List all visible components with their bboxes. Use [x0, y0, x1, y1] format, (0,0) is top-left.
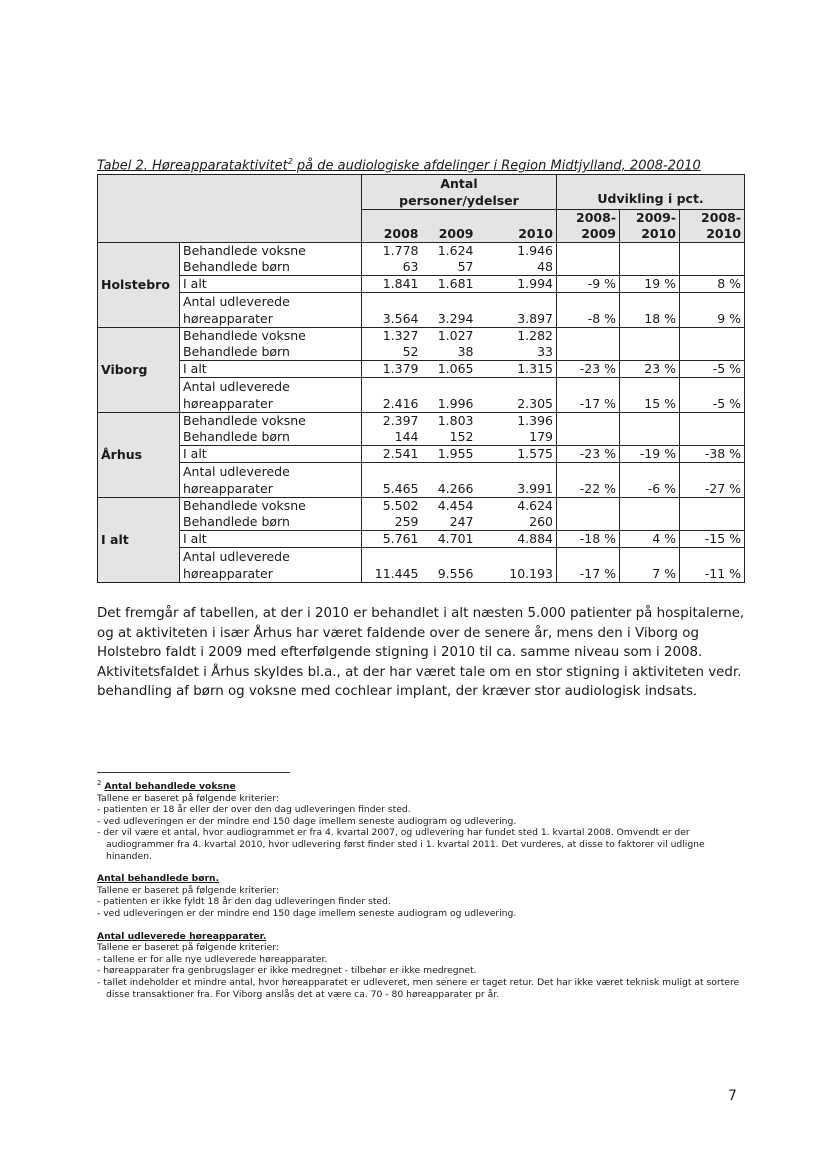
- value-cell: 179: [477, 429, 557, 446]
- table-row: [98, 276, 745, 293]
- value-cell: 1.027: [422, 328, 477, 345]
- location-cell: Århus: [98, 413, 180, 498]
- value-cell: 259: [362, 514, 422, 531]
- footnote-block: [97, 931, 747, 1001]
- row-label: Behandlede voksne: [180, 413, 362, 430]
- dev-cell: [557, 514, 620, 531]
- value-cell: 10.193: [477, 548, 557, 583]
- dev-cell: [620, 514, 680, 531]
- dev-cell: -19 %: [620, 446, 680, 463]
- dev-cell: -23 %: [557, 446, 620, 463]
- value-cell: 4.454: [422, 498, 477, 515]
- dev-cell: -11 %: [680, 548, 745, 583]
- dev-cell: [680, 413, 745, 430]
- value-cell: 152: [449, 429, 474, 444]
- value-cell: 1.803: [422, 413, 477, 430]
- dev-col-bottom-1: 2009: [557, 226, 620, 243]
- dev-cell: -6 %: [620, 463, 680, 498]
- value-cell: 1.282: [477, 328, 557, 345]
- value-cell: 4.266: [422, 463, 477, 498]
- footnote-item: - tallene er for alle nye udleverede høreapparater.: [97, 953, 328, 965]
- year-2008: 2008: [362, 226, 422, 243]
- footnote-item: - ved udleveringen er der mindre end 150 dage imellem seneste audiogram og udlevering.: [97, 908, 517, 919]
- dev-cell: -18 %: [557, 531, 620, 548]
- value-cell: 5.465: [362, 463, 422, 498]
- dev-col-top-2: 2009-: [620, 210, 680, 227]
- corner-cell: [98, 175, 362, 210]
- year-2010: 2010: [477, 226, 557, 243]
- footnotes: [97, 778, 747, 1011]
- dev-cell: [557, 243, 620, 260]
- table-row: [98, 259, 745, 276]
- dev-cell: -22 %: [557, 463, 620, 498]
- value-cell: 5.761: [362, 531, 422, 548]
- row-label: Antal udleverede høreapparater: [180, 548, 362, 583]
- value-cell: 1.379: [362, 361, 422, 378]
- value-cell: 33: [477, 344, 557, 361]
- value-cell: 1.327: [362, 328, 422, 345]
- header-count: Antal personer/ydelser: [362, 175, 557, 210]
- dev-cell: -9 %: [557, 276, 620, 293]
- dev-cell: [620, 344, 680, 361]
- value-cell: 4.701: [422, 531, 477, 548]
- dev-cell: 9 %: [680, 293, 745, 328]
- value-cell: 1.955: [422, 446, 477, 463]
- footnote-item: - patienten er ikke fyldt 18 år den dag udleveringen finder sted.: [97, 896, 391, 908]
- value-cell: 1.946: [477, 243, 557, 260]
- table-row: [98, 361, 745, 378]
- footnote-separator: [97, 772, 290, 773]
- footnote-item: - patienten er 18 år eller der over den dag udleveringen finder sted.: [97, 804, 411, 816]
- footnote-item: - tallet indeholder et mindre antal, hvor høreapparatet er udleveret, men senere er taget retur. Det har ikke været teknisk muligt at sortere disse transaktioner fra. For Viborg anslås det at være ca. 70 - 80 høreapparater pr år.: [97, 976, 740, 1000]
- dev-cell: -5 %: [680, 361, 745, 378]
- footnote-item: - høreapparater fra genbrugslager er ikke medregnet - tilbehør er ikke medregnet.: [97, 965, 477, 977]
- dev-cell: 7 %: [620, 548, 680, 583]
- footnote-block: [97, 873, 747, 919]
- value-cell: 4.624: [477, 498, 557, 515]
- value-cell: 1.624: [422, 243, 477, 260]
- table-row: [98, 293, 745, 328]
- value-cell: 2.416: [362, 378, 422, 413]
- year-2009: 2009: [422, 226, 477, 243]
- table-row: [98, 463, 745, 498]
- value-cell: 5.502: [362, 498, 422, 515]
- footnote-title: Antal udleverede høreapparater.: [97, 930, 267, 942]
- dev-cell: [557, 429, 620, 446]
- dev-cell: -17 %: [557, 378, 620, 413]
- footnote-marker: 2: [97, 779, 102, 787]
- table-row: [98, 514, 745, 531]
- footnote-intro: Tallene er baseret på følgende kriterier:: [97, 792, 279, 804]
- dev-cell: [557, 259, 620, 276]
- dev-cell: [557, 498, 620, 515]
- value-cell: 3.294: [422, 293, 477, 328]
- footnote-intro: Tallene er baseret på følgende kriterier:: [97, 942, 279, 954]
- row-label: Antal udleverede høreapparater: [180, 378, 362, 413]
- dev-cell: -23 %: [557, 361, 620, 378]
- row-label: Behandlede børn: [180, 429, 362, 446]
- footnote-intro: Tallene er baseret på følgende kriterier:: [97, 884, 279, 896]
- dev-cell: [620, 413, 680, 430]
- year-spacer: [362, 210, 557, 227]
- value-cell: 2.541: [362, 446, 422, 463]
- table-row: [98, 243, 745, 260]
- footnote-ref: 2: [287, 157, 293, 166]
- value-cell: 260: [477, 514, 557, 531]
- value-cell: 2.305: [477, 378, 557, 413]
- table-row: [98, 429, 745, 446]
- value-cell: 3.564: [362, 293, 422, 328]
- dev-cell: -5 %: [680, 378, 745, 413]
- dev-col-top-1: 2008-: [557, 210, 620, 227]
- value-cell: 9.556: [422, 548, 477, 583]
- dev-cell: [620, 243, 680, 260]
- activity-table: [97, 174, 745, 583]
- corner-cell-lower: [98, 210, 362, 243]
- table-row: [98, 344, 745, 361]
- value-cell: 57: [457, 259, 474, 274]
- value-cell: 1.315: [477, 361, 557, 378]
- dev-col-top-3: 2008-: [680, 210, 745, 227]
- row-label: Behandlede voksne: [180, 328, 362, 345]
- row-label: Antal udleverede høreapparater: [180, 463, 362, 498]
- dev-cell: 4 %: [620, 531, 680, 548]
- dev-cell: [620, 259, 680, 276]
- value-cell: 11.445: [362, 548, 422, 583]
- row-label: Behandlede børn: [180, 344, 362, 361]
- value-cell: 144: [362, 429, 422, 446]
- value-cell: 1.994: [477, 276, 557, 293]
- dev-cell: [680, 514, 745, 531]
- page-number: 7: [728, 1088, 737, 1104]
- value-cell: 1.778: [362, 243, 422, 260]
- row-label: I alt: [180, 276, 362, 293]
- dev-cell: -38 %: [680, 446, 745, 463]
- dev-cell: [680, 498, 745, 515]
- value-cell: 38: [457, 344, 474, 359]
- header-dev: Udvikling i pct.: [557, 188, 745, 209]
- value-cell: 3.991: [477, 463, 557, 498]
- location-cell: I alt: [98, 498, 180, 583]
- dev-cell: [680, 328, 745, 345]
- dev-cell: [557, 328, 620, 345]
- dev-cell: 15 %: [620, 378, 680, 413]
- row-label: Behandlede voksne: [180, 498, 362, 515]
- value-cell: 52: [362, 344, 422, 361]
- value-cell: 4.884: [477, 531, 557, 548]
- table-row: [98, 548, 745, 583]
- value-cell: 247: [449, 514, 474, 529]
- dev-cell: -15 %: [680, 531, 745, 548]
- value-cell: 1.996: [422, 378, 477, 413]
- location-cell: Viborg: [98, 328, 180, 413]
- dev-cell: 23 %: [620, 361, 680, 378]
- dev-cell: -8 %: [557, 293, 620, 328]
- row-label: Behandlede børn: [180, 514, 362, 531]
- dev-cell: 8 %: [680, 276, 745, 293]
- dev-cell: [557, 344, 620, 361]
- table-row: [98, 378, 745, 413]
- location-cell: Holstebro: [98, 243, 180, 328]
- value-cell: 1.065: [422, 361, 477, 378]
- table-row: [98, 531, 745, 548]
- value-cell: 48: [477, 259, 557, 276]
- header-dev-spacer: [557, 175, 745, 189]
- footnote-title: Antal behandlede børn.: [97, 873, 220, 885]
- dev-cell: [620, 429, 680, 446]
- table-row: [98, 413, 745, 430]
- dev-col-bottom-2: 2010: [620, 226, 680, 243]
- value-cell: 1.396: [477, 413, 557, 430]
- value-cell: 63: [362, 259, 422, 276]
- row-label: Antal udleverede høreapparater: [180, 293, 362, 328]
- table-caption: Tabel 2. Høreapparataktivitet$^2$ på de audiologiske afdelinger i Region Midtjylland, 2008-2010: [97, 157, 701, 174]
- dev-cell: 18 %: [620, 293, 680, 328]
- dev-cell: [680, 429, 745, 446]
- value-cell: 3.897: [477, 293, 557, 328]
- value-cell: 1.575: [477, 446, 557, 463]
- dev-col-bottom-3: 2010: [680, 226, 745, 243]
- dev-cell: [620, 328, 680, 345]
- dev-cell: 19 %: [620, 276, 680, 293]
- dev-cell: [680, 243, 745, 260]
- row-label: I alt: [180, 531, 362, 548]
- footnote-item: - der vil være et antal, hvor audiogrammet er fra 4. kvartal 2007, og udlevering har fundet sted 1. kvartal 2008. Omvendt er der audiogrammer fra 4. kvartal 2010, hvor udlevering først finder sted i 1. kvartal 2011. Det vurderes, at disse to faktorer vil udligne hinanden.: [97, 827, 705, 862]
- table-row: [98, 498, 745, 515]
- dev-cell: [680, 259, 745, 276]
- dev-cell: -27 %: [680, 463, 745, 498]
- row-label: Behandlede voksne: [180, 243, 362, 260]
- value-cell: 1.841: [362, 276, 422, 293]
- table-row: [98, 328, 745, 345]
- value-cell: 1.681: [422, 276, 477, 293]
- row-label: I alt: [180, 446, 362, 463]
- dev-cell: [680, 344, 745, 361]
- row-label: I alt: [180, 361, 362, 378]
- dev-cell: [620, 498, 680, 515]
- footnote-title: $^2$ Antal behandlede voksne: [97, 779, 236, 793]
- dev-cell: -17 %: [557, 548, 620, 583]
- dev-cell: [557, 413, 620, 430]
- row-label: Behandlede børn: [180, 259, 362, 276]
- table-row: [98, 446, 745, 463]
- footnote-block: [97, 778, 747, 862]
- footnote-item: - ved udleveringen er der mindre end 150 dage imellem seneste audiogram og udlevering.: [97, 815, 517, 827]
- value-cell: 2.397: [362, 413, 422, 430]
- body-paragraph: Det fremgår af tabellen, at der i 2010 er behandlet i alt næsten 5.000 patienter på hospitalerne, og at aktiviteten i især Århus har været faldende over de senere år, mens den i Viborg og Holstebro faldt i 2009 med efterfølgende stigning i 2010 til ca. samme niveau som i 2008. Aktivitetsfaldet i Århus skyldes bl.a., at der har været tale om en stor stigning i aktiviteten vedr. behandling af børn og voksne med cochlear implant, der kræver stor audiologisk indsats.: [97, 606, 745, 699]
